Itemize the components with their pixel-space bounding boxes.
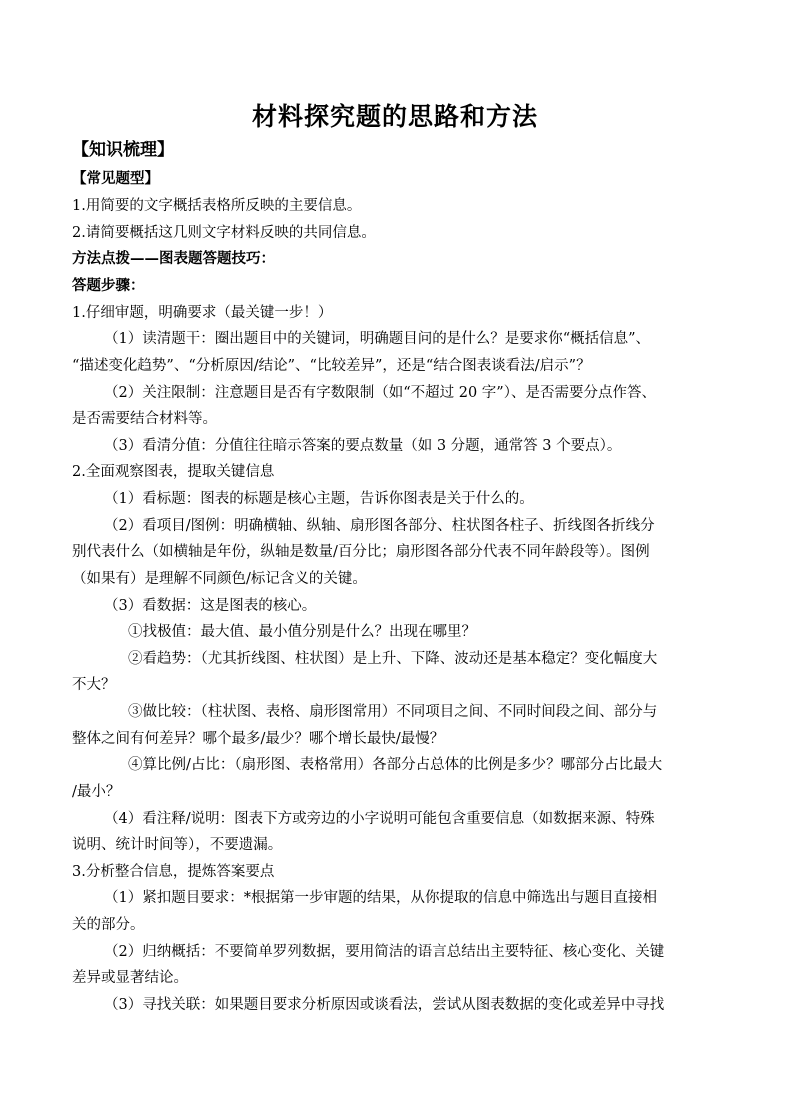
text-line: （1）看标题：图表的标题是核心主题，告诉你图表是关于什么的。 — [104, 491, 534, 507]
text-line: 是否需要结合材料等。 — [72, 411, 217, 427]
text-line: “描述变化趋势”、“分析原因/结论”、“比较差异”，还是“结合图表谈看法/启示”？ — [72, 358, 591, 374]
subsection-heading: 答题步骤： — [72, 277, 145, 294]
text-line: 别代表什么（如横轴是年份，纵轴是数量/百分比；扇形图各部分代表不同年龄段等）。图例 — [72, 544, 650, 560]
text-line: 不大？ — [72, 677, 116, 693]
subsection-heading: 方法点拨——图表题答题技巧： — [72, 250, 275, 267]
text-line: ③做比较：（柱状图、表格、扇形图常用）不同项目之间、不同时间段之间、部分与 — [128, 704, 658, 720]
section-heading: 【知识梳理】 — [72, 140, 174, 160]
text-line: 2.请简要概括这几则文字材料反映的共同信息。 — [72, 225, 376, 241]
text-line: 说明、统计时间等），不要遗漏。 — [72, 837, 283, 853]
text-line: （2）看项目/图例：明确横轴、纵轴、扇形图各部分、柱状图各柱子、折线图各折线分 — [104, 518, 655, 534]
text-line: （1）紧扣题目要求：*根据第一步审题的结果，从你提取的信息中筛选出与题目直接相 — [104, 890, 657, 906]
text-line: （1）读清题干：圈出题目中的关键词，明确题目问的是什么？是要求你“概括信息”、 — [104, 331, 651, 347]
text-line: 整体之间有何差异？哪个最多/最少？哪个增长最快/最慢？ — [72, 731, 445, 747]
text-line: 1.仔细审题，明确要求（最关键一步！） — [72, 305, 333, 321]
text-line: 1.用简要的文字概括表格所反映的主要信息。 — [72, 198, 362, 214]
text-line: ④算比例/占比：（扇形图、表格常用）各部分占总体的比例是多少？哪部分占比最大 — [128, 757, 663, 773]
text-line: （如果有）是理解不同颜色/标记含义的关键。 — [72, 571, 367, 587]
subsection-heading: 【常见题型】 — [72, 170, 159, 187]
text-line: （3）看数据：这是图表的核心。 — [104, 598, 317, 614]
text-line: 差异或显著结论。 — [72, 970, 188, 986]
text-line: （3）看清分值：分值往往暗示答案的要点数量（如 3 分题，通常答 3 个要点）。 — [104, 438, 622, 454]
text-line: /最小？ — [72, 784, 121, 800]
text-line: （2）关注限制：注意题目是否有字数限制（如“不超过 20 字”）、是否需要分点作答、 — [104, 385, 656, 401]
text-line: 3.分析整合信息，提炼答案要点 — [72, 864, 275, 880]
text-line: ①找极值：最大值、最小值分别是什么？出现在哪里？ — [128, 624, 476, 640]
text-line: 2.全面观察图表，提取关键信息 — [72, 464, 275, 480]
text-line: （2）归纳概括：不要简单罗列数据，要用简洁的语言总结出主要特征、核心变化、关键 — [104, 944, 665, 960]
text-line: 关的部分。 — [72, 917, 145, 933]
text-line: ②看趋势：（尤其折线图、柱状图）是上升、下降、波动还是基本稳定？变化幅度大 — [128, 651, 658, 667]
text-line: （3）寻找关联：如果题目要求分析原因或谈看法，尝试从图表数据的变化或差异中寻找 — [104, 997, 665, 1013]
page-title: 材料探究题的思路和方法 — [251, 102, 538, 131]
text-line: （4）看注释/说明：图表下方或旁边的小字说明可能包含重要信息（如数据来源、特殊 — [104, 811, 655, 827]
